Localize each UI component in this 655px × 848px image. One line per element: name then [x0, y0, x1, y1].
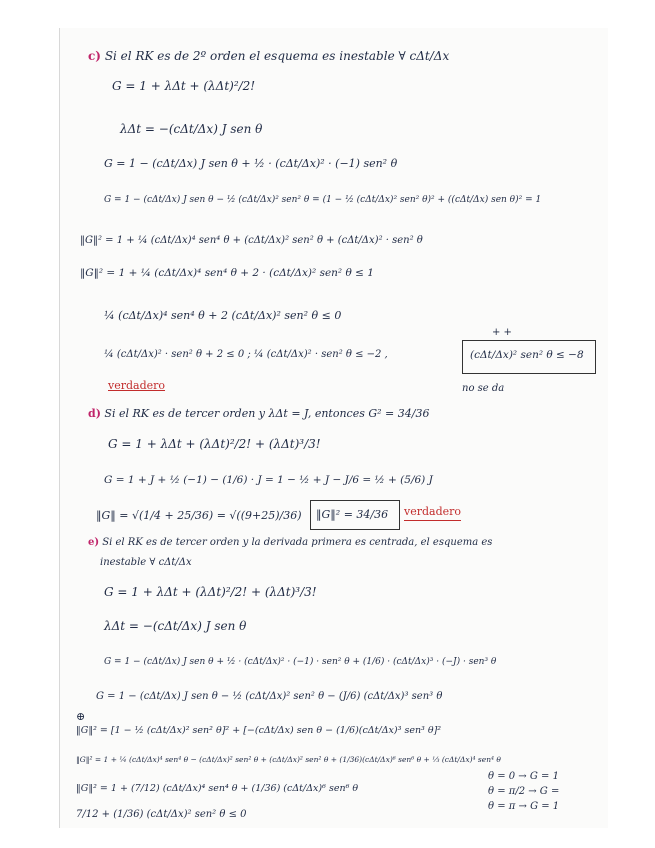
section-c-line-8: ¼ (cΔt/Δx)² · sen² θ + 2 ≤ 0 ; ¼ (cΔt/Δx)² · sen² θ ≤ −2 , — [104, 349, 388, 360]
section-e-case-3: θ = π → G = 1 — [488, 801, 560, 812]
section-c-label: c) — [88, 49, 101, 63]
section-c-line-4: G = 1 − (cΔt/Δx) J sen θ − ½ (cΔt/Δx)² sen² θ = (1 − ½ (cΔt/Δx)² sen² θ)² + ((cΔt/Δx) sen θ)² = 1 — [104, 195, 542, 205]
section-d-intro-line — [88, 408, 429, 419]
section-e-case-1: θ = 0 → G = 1 — [488, 771, 559, 782]
section-e-line-7: ‖G‖² = 1 + (7/12) (cΔt/Δx)⁴ sen⁴ θ + (1/36) (cΔt/Δx)⁶ sen⁶ θ — [76, 783, 359, 794]
section-c-line-1: G = 1 + λΔt + (λΔt)²/2! — [112, 79, 256, 93]
section-e-line-1: G = 1 + λΔt + (λΔt)²/2! + (λΔt)³/3! — [104, 585, 317, 599]
section-d-line-2: G = 1 + J + ½ (−1) − (1/6) · J = 1 − ½ + J − J/6 = ½ + (5/6) J — [104, 474, 433, 486]
section-d-boxed-result: ‖G‖² = 34/36 — [316, 508, 389, 521]
section-c-line-2: λΔt = −(cΔt/Δx) J sen θ — [120, 122, 263, 136]
section-c-line-5: ‖G‖² = 1 + ¼ (cΔt/Δx)⁴ sen⁴ θ + (cΔt/Δx)² sen² θ + (cΔt/Δx)² · sen² θ — [80, 235, 423, 246]
section-e-circled-mark: ⊕ — [76, 710, 86, 723]
section-e-line-5: ‖G‖² = [1 − ½ (cΔt/Δx)² sen² θ]² + [−(cΔt/Δx) sen θ − (1/6)(cΔt/Δx)³ sen³ θ]² — [76, 725, 442, 736]
section-c-signs: + + — [492, 327, 512, 338]
section-c-no-se-da: no se da — [462, 383, 505, 394]
section-c-line-3: G = 1 − (cΔt/Δx) J sen θ + ½ · (cΔt/Δx)² · (−1) sen² θ — [104, 157, 398, 170]
section-e-line-2: λΔt = −(cΔt/Δx) J sen θ — [104, 619, 247, 633]
section-d-line-3: ‖G‖ = √(1/4 + 25/36) = √((9+25)/36) — [96, 509, 302, 522]
section-e-intro2: inestable ∀ cΔt/Δx — [100, 557, 192, 568]
section-e-intro-line — [88, 538, 492, 548]
section-c-intro: Si el RK es de 2º orden el esquema es inestable ∀ cΔt/Δx — [104, 49, 450, 63]
section-d-line-1: G = 1 + λΔt + (λΔt)²/2! + (λΔt)³/3! — [108, 437, 321, 451]
section-d-intro: Si el RK es de tercer orden y λΔt = J, entonces G² = 34/36 — [104, 407, 430, 420]
section-c-line-6: ‖G‖² = 1 + ¼ (cΔt/Δx)⁴ sen⁴ θ + 2 · (cΔt/Δx)² sen² θ ≤ 1 — [80, 267, 374, 279]
section-c-boxed-result: (cΔt/Δx)² sen² θ ≤ −8 — [470, 349, 584, 361]
section-c-line-7: ¼ (cΔt/Δx)⁴ sen⁴ θ + 2 (cΔt/Δx)² sen² θ ≤ 0 — [104, 309, 342, 322]
section-c-intro-line — [88, 50, 449, 62]
section-e-line-3: G = 1 − (cΔt/Δx) J sen θ + ½ · (cΔt/Δx)² · (−1) · sen² θ + (1/6) · (cΔt/Δx)³ · (−J) · sen³ θ — [104, 657, 497, 667]
section-e-line-4: G = 1 − (cΔt/Δx) J sen θ − ½ (cΔt/Δx)² sen² θ − (J/6) (cΔt/Δx)³ sen³ θ — [96, 691, 443, 702]
section-e-label: e) — [88, 537, 100, 548]
handwritten-page — [60, 28, 608, 828]
section-e-intro: Si el RK es de tercer orden y la derivada primera es centrada, el esquema es — [102, 537, 493, 548]
section-d-verdict: verdadero — [404, 506, 461, 521]
section-e-line-8: 7/12 + (1/36) (cΔt/Δx)² sen² θ ≤ 0 — [76, 809, 247, 820]
section-e-case-2: θ = π/2 → G = — [488, 786, 560, 797]
section-e-line-6: ‖G‖² = 1 + ¼ (cΔt/Δx)⁴ sen⁴ θ − (cΔt/Δx)² sen² θ + (cΔt/Δx)² sen² θ + (1/36)(cΔt/Δx)⁶ sen⁶ θ + ⅓ (cΔt/Δx)⁴ sen⁴ θ — [76, 755, 501, 764]
section-c-verdict: verdadero — [108, 379, 166, 392]
section-d-label: d) — [88, 407, 101, 420]
